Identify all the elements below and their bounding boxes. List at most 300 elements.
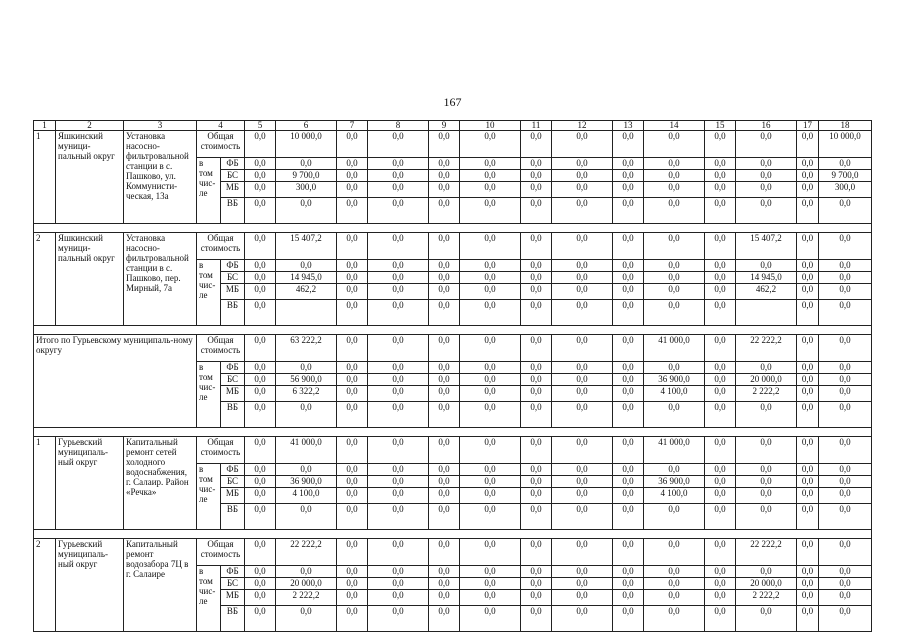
amount-cell: 0,0 (644, 578, 705, 590)
amount-cell: 0,0 (368, 504, 429, 530)
column-number: 12 (552, 121, 613, 131)
column-number: 8 (368, 121, 429, 131)
amount-cell: 6 322,2 (276, 386, 337, 402)
amount-cell: 0,0 (460, 198, 521, 224)
amount-cell: 10 000,0 (276, 131, 337, 158)
amount-cell: 0,0 (337, 362, 368, 374)
amount-cell: 0,0 (368, 606, 429, 632)
total-cost-label: Общая стоимость (197, 437, 245, 464)
column-number: 17 (797, 121, 819, 131)
amount-cell: 0,0 (368, 578, 429, 590)
amount-cell: 0,0 (429, 300, 460, 326)
amount-cell: 0,0 (797, 170, 819, 182)
amount-cell: 0,0 (245, 131, 276, 158)
amount-cell: 0,0 (705, 578, 736, 590)
amount-cell: 0,0 (460, 374, 521, 386)
amount-cell: 0,0 (644, 590, 705, 606)
table-row (34, 233, 872, 260)
amount-cell: 0,0 (429, 566, 460, 578)
amount-cell: 0,0 (705, 260, 736, 272)
amount-cell: 0,0 (797, 402, 819, 428)
amount-cell: 2 222,2 (736, 386, 797, 402)
amount-cell: 0,0 (337, 590, 368, 606)
funding-source-label: ФБ (221, 566, 245, 578)
amount-cell: 0,0 (736, 402, 797, 428)
total-cost-label: Общая стоимость (197, 335, 245, 362)
amount-cell: 20 000,0 (736, 578, 797, 590)
amount-cell: 0,0 (368, 488, 429, 504)
amount-cell: 0,0 (460, 158, 521, 170)
amount-cell: 0,0 (245, 374, 276, 386)
amount-cell: 0,0 (460, 182, 521, 198)
amount-cell: 0,0 (705, 606, 736, 632)
amount-cell: 0,0 (644, 233, 705, 260)
amount-cell: 0,0 (705, 488, 736, 504)
amount-cell: 0,0 (797, 539, 819, 566)
amount-cell: 0,0 (337, 300, 368, 326)
amount-cell: 0,0 (644, 272, 705, 284)
amount-cell: 0,0 (521, 464, 552, 476)
amount-cell: 0,0 (337, 464, 368, 476)
amount-cell: 0,0 (613, 476, 644, 488)
amount-cell: 20 000,0 (736, 374, 797, 386)
column-number: 4 (197, 121, 245, 131)
amount-cell: 0,0 (819, 300, 872, 326)
column-number: 18 (819, 121, 872, 131)
budget-table (33, 120, 872, 632)
amount-cell: 0,0 (552, 284, 613, 300)
amount-cell: 0,0 (245, 300, 276, 326)
amount-cell: 0,0 (736, 131, 797, 158)
amount-cell: 0,0 (797, 300, 819, 326)
amount-cell: 0,0 (245, 578, 276, 590)
amount-cell: 0,0 (613, 374, 644, 386)
amount-cell: 0,0 (613, 402, 644, 428)
amount-cell: 0,0 (797, 566, 819, 578)
amount-cell: 0,0 (819, 374, 872, 386)
amount-cell: 0,0 (705, 335, 736, 362)
amount-cell: 0,0 (368, 464, 429, 476)
amount-cell: 0,0 (613, 131, 644, 158)
amount-cell: 0,0 (797, 437, 819, 464)
object-name: Капитальный ремонт водозабора 7Ц в г. Салаире (124, 539, 197, 632)
amount-cell: 0,0 (705, 198, 736, 224)
spacer-row (34, 428, 872, 437)
column-number: 6 (276, 121, 337, 131)
amount-cell: 0,0 (797, 272, 819, 284)
funding-source-label: ВБ (221, 504, 245, 530)
amount-cell: 0,0 (705, 233, 736, 260)
amount-cell: 0,0 (552, 374, 613, 386)
funding-source-label: МБ (221, 488, 245, 504)
amount-cell: 0,0 (797, 335, 819, 362)
amount-cell: 0,0 (337, 488, 368, 504)
amount-cell: 0,0 (613, 539, 644, 566)
amount-cell: 0,0 (337, 606, 368, 632)
amount-cell: 0,0 (797, 260, 819, 272)
amount-cell: 0,0 (460, 272, 521, 284)
amount-cell: 9 700,0 (819, 170, 872, 182)
amount-cell: 41 000,0 (644, 335, 705, 362)
amount-cell: 0,0 (552, 233, 613, 260)
amount-cell: 0,0 (797, 606, 819, 632)
amount-cell: 0,0 (429, 158, 460, 170)
amount-cell: 0,0 (245, 539, 276, 566)
amount-cell: 0,0 (521, 335, 552, 362)
amount-cell: 0,0 (819, 272, 872, 284)
amount-cell: 0,0 (337, 272, 368, 284)
table-row (34, 335, 872, 362)
amount-cell: 0,0 (368, 386, 429, 402)
row-number: 2 (34, 233, 56, 326)
amount-cell: 0,0 (368, 437, 429, 464)
amount-cell: 0,0 (429, 170, 460, 182)
amount-cell: 22 222,2 (736, 539, 797, 566)
amount-cell: 0,0 (337, 566, 368, 578)
amount-cell: 0,0 (429, 284, 460, 300)
amount-cell: 0,0 (276, 504, 337, 530)
amount-cell: 0,0 (736, 437, 797, 464)
spacer-row (34, 326, 872, 335)
district-name: Гурьевский муниципаль-ный округ (56, 437, 124, 530)
amount-cell: 0,0 (245, 476, 276, 488)
amount-cell: 0,0 (819, 158, 872, 170)
amount-cell: 0,0 (337, 131, 368, 158)
amount-cell: 0,0 (644, 362, 705, 374)
amount-cell: 462,2 (276, 284, 337, 300)
amount-cell: 0,0 (797, 590, 819, 606)
amount-cell: 0,0 (797, 488, 819, 504)
amount-cell: 0,0 (368, 182, 429, 198)
amount-cell: 20 000,0 (276, 578, 337, 590)
amount-cell: 0,0 (368, 284, 429, 300)
amount-cell: 0,0 (613, 284, 644, 300)
amount-cell: 0,0 (736, 464, 797, 476)
amount-cell: 0,0 (705, 170, 736, 182)
total-cost-label: Общая стоимость (197, 233, 245, 260)
amount-cell: 0,0 (736, 362, 797, 374)
amount-cell: 0,0 (429, 539, 460, 566)
amount-cell: 0,0 (736, 158, 797, 170)
column-number: 2 (56, 121, 124, 131)
amount-cell: 0,0 (552, 488, 613, 504)
amount-cell: 0,0 (797, 284, 819, 300)
column-number: 15 (705, 121, 736, 131)
amount-cell: 0,0 (521, 233, 552, 260)
funding-source-label: ВБ (221, 606, 245, 632)
including-label: в том чис-ле (197, 260, 221, 326)
amount-cell: 0,0 (337, 335, 368, 362)
amount-cell: 0,0 (644, 182, 705, 198)
column-number: 7 (337, 121, 368, 131)
amount-cell: 0,0 (705, 539, 736, 566)
amount-cell: 0,0 (460, 284, 521, 300)
amount-cell: 0,0 (368, 362, 429, 374)
amount-cell: 0,0 (521, 300, 552, 326)
amount-cell: 0,0 (644, 170, 705, 182)
spacer-cell (34, 224, 872, 233)
spacer-row (34, 224, 872, 233)
amount-cell: 0,0 (613, 504, 644, 530)
funding-source-label: ФБ (221, 464, 245, 476)
amount-cell: 0,0 (819, 335, 872, 362)
spacer-cell (34, 428, 872, 437)
amount-cell: 0,0 (337, 198, 368, 224)
column-number: 1 (34, 121, 56, 131)
amount-cell: 0,0 (613, 233, 644, 260)
row-number: 2 (34, 539, 56, 632)
amount-cell: 0,0 (613, 260, 644, 272)
column-number: 3 (124, 121, 197, 131)
amount-cell: 0,0 (460, 464, 521, 476)
funding-source-label: БС (221, 170, 245, 182)
amount-cell: 0,0 (797, 374, 819, 386)
amount-cell: 0,0 (460, 300, 521, 326)
amount-cell: 2 222,2 (276, 590, 337, 606)
amount-cell: 300,0 (819, 182, 872, 198)
amount-cell: 0,0 (552, 606, 613, 632)
amount-cell: 14 945,0 (736, 272, 797, 284)
amount-cell: 0,0 (245, 170, 276, 182)
amount-cell: 0,0 (368, 402, 429, 428)
row-number: 1 (34, 131, 56, 224)
amount-cell: 0,0 (337, 284, 368, 300)
amount-cell: 0,0 (368, 374, 429, 386)
amount-cell: 4 100,0 (276, 488, 337, 504)
amount-cell: 0,0 (521, 504, 552, 530)
amount-cell: 0,0 (276, 362, 337, 374)
funding-source-label: МБ (221, 590, 245, 606)
total-cost-label: Общая стоимость (197, 131, 245, 158)
amount-cell: 0,0 (819, 362, 872, 374)
amount-cell: 0,0 (644, 464, 705, 476)
amount-cell: 0,0 (736, 198, 797, 224)
amount-cell: 0,0 (460, 260, 521, 272)
object-name: Установка насосно-фильтровальной станции в с. Пашково, пер. Мирный, 7а (124, 233, 197, 326)
column-number: 14 (644, 121, 705, 131)
amount-cell: 0,0 (368, 272, 429, 284)
amount-cell: 0,0 (552, 158, 613, 170)
column-number: 5 (245, 121, 276, 131)
amount-cell: 0,0 (460, 476, 521, 488)
amount-cell: 0,0 (245, 272, 276, 284)
amount-cell: 0,0 (429, 272, 460, 284)
amount-cell: 0,0 (245, 606, 276, 632)
amount-cell: 0,0 (552, 170, 613, 182)
amount-cell (276, 300, 337, 326)
amount-cell: 0,0 (797, 158, 819, 170)
amount-cell: 0,0 (460, 437, 521, 464)
amount-cell: 462,2 (736, 284, 797, 300)
amount-cell: 22 222,2 (736, 335, 797, 362)
amount-cell: 0,0 (705, 504, 736, 530)
amount-cell: 0,0 (245, 362, 276, 374)
amount-cell: 0,0 (705, 402, 736, 428)
column-number: 13 (613, 121, 644, 131)
amount-cell (736, 300, 797, 326)
amount-cell: 0,0 (819, 437, 872, 464)
amount-cell: 0,0 (552, 182, 613, 198)
amount-cell: 0,0 (705, 300, 736, 326)
amount-cell: 56 900,0 (276, 374, 337, 386)
amount-cell: 0,0 (337, 260, 368, 272)
funding-source-label: БС (221, 374, 245, 386)
table-row (34, 539, 872, 566)
amount-cell: 0,0 (521, 198, 552, 224)
table-row (34, 437, 872, 464)
amount-cell: 0,0 (368, 335, 429, 362)
amount-cell: 0,0 (337, 386, 368, 402)
amount-cell: 0,0 (460, 578, 521, 590)
amount-cell: 0,0 (736, 182, 797, 198)
amount-cell: 0,0 (245, 198, 276, 224)
district-name: Яшкинский муници-пальный округ (56, 131, 124, 224)
amount-cell: 0,0 (819, 488, 872, 504)
amount-cell: 0,0 (245, 158, 276, 170)
amount-cell: 0,0 (521, 182, 552, 198)
amount-cell: 0,0 (521, 476, 552, 488)
amount-cell: 0,0 (276, 606, 337, 632)
amount-cell: 0,0 (644, 131, 705, 158)
amount-cell: 0,0 (644, 606, 705, 632)
amount-cell: 0,0 (276, 158, 337, 170)
amount-cell: 0,0 (245, 260, 276, 272)
amount-cell: 0,0 (245, 590, 276, 606)
amount-cell: 0,0 (736, 488, 797, 504)
funding-source-label: ВБ (221, 402, 245, 428)
amount-cell: 0,0 (521, 362, 552, 374)
funding-source-label: БС (221, 272, 245, 284)
amount-cell: 0,0 (552, 504, 613, 530)
column-number: 16 (736, 121, 797, 131)
amount-cell: 0,0 (276, 402, 337, 428)
amount-cell: 0,0 (521, 566, 552, 578)
amount-cell: 0,0 (644, 566, 705, 578)
amount-cell: 0,0 (521, 272, 552, 284)
column-number: 10 (460, 121, 521, 131)
amount-cell: 0,0 (337, 158, 368, 170)
funding-source-label: МБ (221, 182, 245, 198)
amount-cell: 0,0 (245, 488, 276, 504)
amount-cell: 0,0 (552, 335, 613, 362)
funding-source-label: БС (221, 578, 245, 590)
column-number-row (34, 121, 872, 131)
amount-cell: 0,0 (644, 504, 705, 530)
amount-cell: 0,0 (705, 158, 736, 170)
amount-cell: 0,0 (797, 504, 819, 530)
funding-source-label: ФБ (221, 260, 245, 272)
amount-cell: 0,0 (552, 362, 613, 374)
amount-cell: 0,0 (429, 402, 460, 428)
amount-cell: 0,0 (613, 606, 644, 632)
amount-cell: 0,0 (644, 539, 705, 566)
amount-cell: 63 222,2 (276, 335, 337, 362)
amount-cell: 0,0 (644, 260, 705, 272)
amount-cell: 0,0 (819, 504, 872, 530)
amount-cell: 0,0 (552, 437, 613, 464)
amount-cell: 0,0 (276, 198, 337, 224)
amount-cell: 0,0 (705, 476, 736, 488)
amount-cell: 4 100,0 (644, 386, 705, 402)
amount-cell: 300,0 (276, 182, 337, 198)
amount-cell: 15 407,2 (276, 233, 337, 260)
amount-cell: 0,0 (613, 578, 644, 590)
amount-cell: 0,0 (245, 566, 276, 578)
amount-cell: 0,0 (644, 158, 705, 170)
amount-cell: 0,0 (819, 386, 872, 402)
amount-cell: 0,0 (705, 437, 736, 464)
amount-cell: 0,0 (521, 539, 552, 566)
amount-cell: 0,0 (429, 182, 460, 198)
amount-cell: 41 000,0 (644, 437, 705, 464)
amount-cell: 0,0 (276, 260, 337, 272)
object-name: Капитальный ремонт сетей холодного водоснабжения, г. Салаир. Район «Речка» (124, 437, 197, 530)
total-cost-label: Общая стоимость (197, 539, 245, 566)
amount-cell: 0,0 (429, 606, 460, 632)
amount-cell: 0,0 (705, 131, 736, 158)
amount-cell: 0,0 (552, 566, 613, 578)
amount-cell: 0,0 (521, 284, 552, 300)
amount-cell: 0,0 (644, 402, 705, 428)
amount-cell: 0,0 (736, 170, 797, 182)
amount-cell: 0,0 (552, 198, 613, 224)
amount-cell: 0,0 (429, 131, 460, 158)
amount-cell: 0,0 (429, 464, 460, 476)
amount-cell: 0,0 (552, 272, 613, 284)
amount-cell: 0,0 (460, 233, 521, 260)
amount-cell: 0,0 (736, 606, 797, 632)
funding-source-label: ВБ (221, 198, 245, 224)
amount-cell: 0,0 (521, 374, 552, 386)
amount-cell: 0,0 (460, 170, 521, 182)
amount-cell: 0,0 (797, 198, 819, 224)
amount-cell: 0,0 (429, 362, 460, 374)
amount-cell: 0,0 (552, 476, 613, 488)
amount-cell: 0,0 (521, 488, 552, 504)
amount-cell: 41 000,0 (276, 437, 337, 464)
amount-cell: 0,0 (337, 578, 368, 590)
amount-cell: 0,0 (245, 284, 276, 300)
amount-cell: 0,0 (337, 476, 368, 488)
amount-cell: 0,0 (819, 260, 872, 272)
amount-cell: 0,0 (819, 284, 872, 300)
amount-cell: 0,0 (613, 198, 644, 224)
amount-cell: 36 900,0 (644, 374, 705, 386)
amount-cell: 0,0 (460, 335, 521, 362)
amount-cell: 0,0 (368, 131, 429, 158)
amount-cell: 0,0 (521, 578, 552, 590)
amount-cell: 0,0 (797, 233, 819, 260)
amount-cell: 0,0 (521, 402, 552, 428)
amount-cell: 0,0 (429, 504, 460, 530)
amount-cell: 0,0 (368, 476, 429, 488)
district-name: Гурьевский муниципаль-ный округ (56, 539, 124, 632)
amount-cell: 0,0 (429, 476, 460, 488)
amount-cell: 0,0 (460, 131, 521, 158)
amount-cell: 0,0 (705, 362, 736, 374)
amount-cell: 0,0 (819, 539, 872, 566)
amount-cell: 0,0 (819, 464, 872, 476)
including-label: в том чис-ле (197, 566, 221, 632)
amount-cell: 0,0 (368, 260, 429, 272)
row-number: 1 (34, 437, 56, 530)
amount-cell: 0,0 (368, 590, 429, 606)
amount-cell: 0,0 (521, 386, 552, 402)
amount-cell: 0,0 (521, 260, 552, 272)
amount-cell: 0,0 (337, 437, 368, 464)
amount-cell: 0,0 (819, 590, 872, 606)
amount-cell: 0,0 (705, 566, 736, 578)
